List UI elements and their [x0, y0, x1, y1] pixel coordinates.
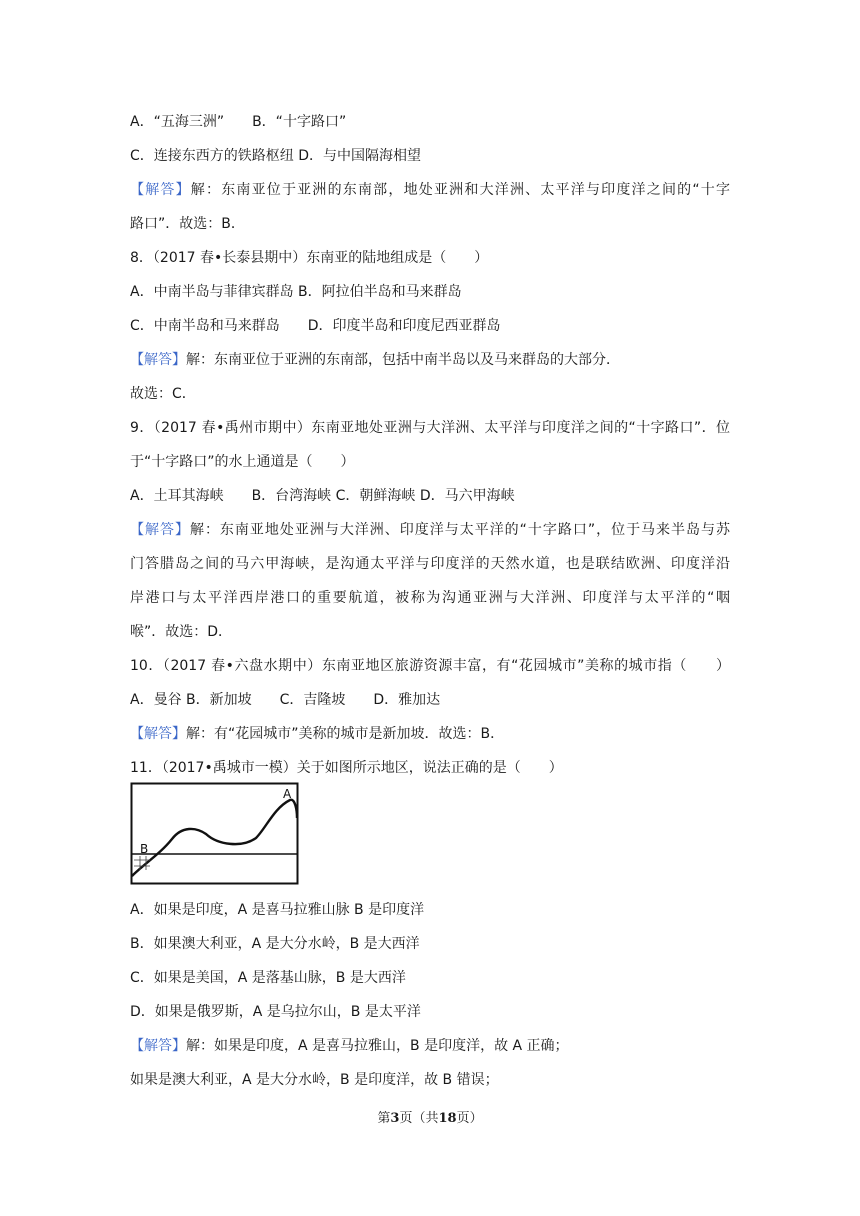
q10-answer: 【解答】解：有“花园城市”美称的城市是新加坡．故选：B． [130, 726, 505, 742]
q11-option-b: B．如果澳大利亚，A 是大分水岭，B 是大西洋 [130, 936, 420, 952]
q11-option-d: D．如果是俄罗斯，A 是乌拉尔山，B 是太平洋 [130, 1004, 421, 1020]
q10-options: A．曼谷 B．新加坡 C．吉隆坡 D．雅加达 [130, 692, 441, 708]
q7-answer: 【解答】解：东南亚位于亚洲的东南部，地处亚洲和大洋洲、太平洋与印度洋之间的“十字 [130, 182, 730, 198]
label-a: A [283, 787, 292, 801]
q11-option-a: A．如果是印度，A 是喜马拉雅山脉 B 是印度洋 [130, 902, 425, 918]
q8-answer-cont: 故选：C． [130, 386, 196, 402]
q9-question: 9．（2017 春•禹州市期中）东南亚地处亚洲与大洋洲、太平洋与印度洋之间的“十字路口”．位 [130, 420, 730, 436]
answer-tag: 【解答】 [130, 182, 191, 198]
terrain-profile-figure [130, 782, 302, 886]
q11-question: 11．（2017•禹城市一模）关于如图所示地区，说法正确的是（ ） [130, 760, 563, 776]
q8-answer: 【解答】解：东南亚位于亚洲的东南部，包括中南半岛以及马来群岛的大部分． [130, 352, 620, 368]
q8-options-cd: C．中南半岛和马来群岛 D．印度半岛和印度尼西亚群岛 [130, 318, 501, 334]
q9-answer-cont: 岸港口与太平洋西岸港口的重要航道，被称为沟通亚洲与大洋洲、印度洋与太平洋的“咽 [130, 590, 730, 606]
q9-answer-cont: 喉”．故选：D． [130, 624, 233, 640]
q9-options: A．土耳其海峡 B．台湾海峡 C．朝鲜海峡 D．马六甲海峡 [130, 488, 515, 504]
answer-tag: 【解答】 [130, 522, 190, 538]
q10-question: 10．（2017 春•六盘水期中）东南亚地区旅游资源丰富，有“花园城市”美称的城市指（ ） [130, 658, 730, 674]
q7-answer-cont: 路口”．故选：B． [130, 216, 245, 232]
q11-answer-cont: 如果是澳大利亚，A 是大分水岭，B 是印度洋，故 B 错误； [130, 1072, 499, 1088]
q7-options-ab: A．“五海三洲” B．“十字路口” [130, 114, 347, 130]
q11-option-c: C．如果是美国，A 是落基山脉，B 是大西洋 [130, 970, 406, 986]
total-pages: 18 [438, 1111, 457, 1126]
q9-answer: 【解答】解：东南亚地处亚洲与大洋洲、印度洋与太平洋的“十字路口”，位于马来半岛与苏 [130, 522, 730, 538]
q7-options-cd: C．连接东西方的铁路枢纽 D．与中国隔海相望 [130, 148, 422, 164]
q8-options-ab: A．中南半岛与菲律宾群岛 B．阿拉伯半岛和马来群岛 [130, 284, 462, 300]
answer-tag: 【解答】 [130, 1038, 186, 1054]
answer-tag: 【解答】 [130, 352, 186, 368]
label-b: B [140, 842, 149, 856]
q11-answer: 【解答】解：如果是印度，A 是喜马拉雅山，B 是印度洋，故 A 正确； [130, 1038, 569, 1054]
q9-answer-cont: 门答腊岛之间的马六甲海峡，是沟通太平洋与印度洋的天然水道，也是联结欧洲、印度洋沿 [130, 556, 730, 572]
q9-question-cont: 于“十字路口”的水上通道是（ ） [130, 454, 355, 470]
answer-tag: 【解答】 [130, 726, 186, 742]
page-footer: 第3页（共18页） [377, 1111, 483, 1126]
page-number: 3 [390, 1111, 400, 1126]
q8-question: 8．（2017 春•长泰县期中）东南亚的陆地组成是（ ） [130, 250, 489, 266]
